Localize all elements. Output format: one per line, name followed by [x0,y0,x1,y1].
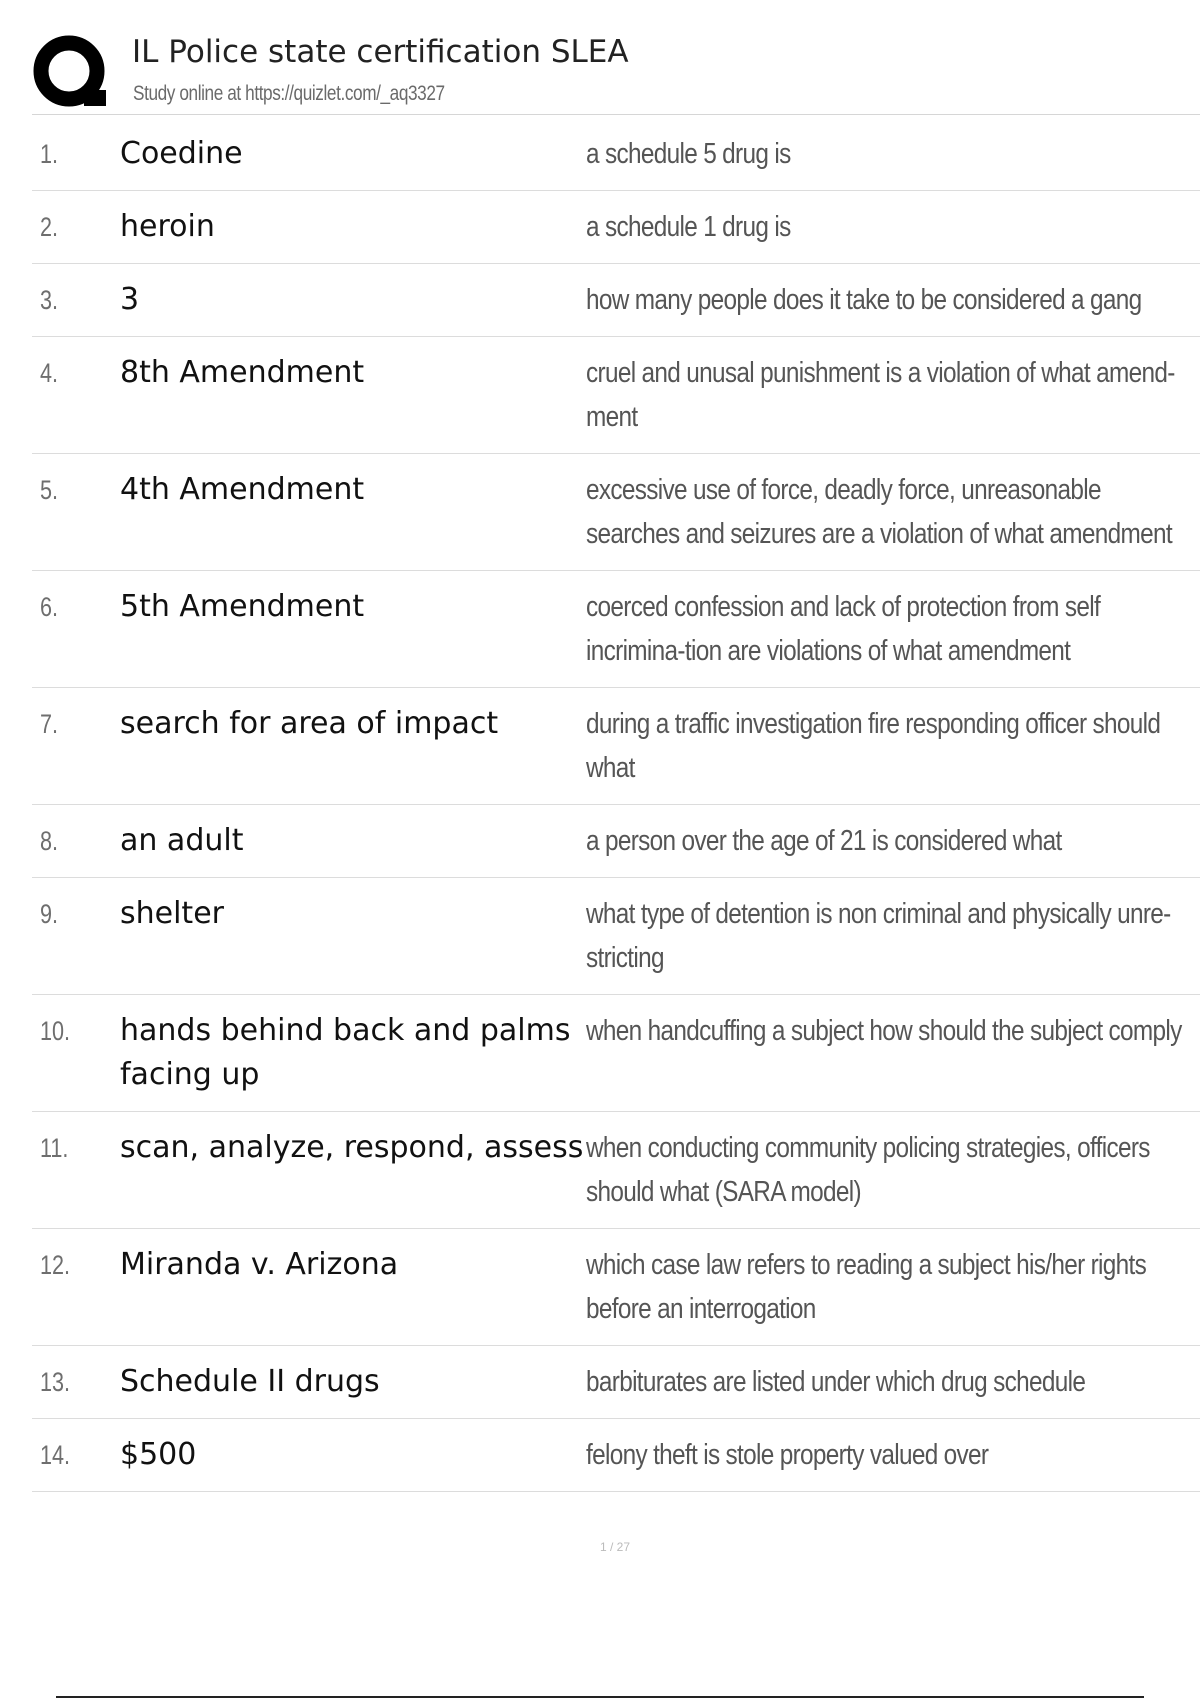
row-number: 6. [40,592,59,622]
table-row [32,571,1200,688]
term-text: $500 [120,1437,197,1472]
definition-cell [586,688,1200,804]
row-number: 4. [40,358,59,388]
definition-text: how many people does it take to be considered a gang [586,284,1142,316]
definition-cell [586,1419,1200,1491]
term-text: search for area of impact [120,706,499,741]
table-row [32,805,1200,878]
row-number: 2. [40,212,59,242]
definition-text: a person over the age of 21 is considered what [586,825,1062,857]
term-text: 4th Amendment [120,472,365,507]
row-number: 3. [40,285,59,315]
table-row [32,1346,1200,1419]
page-header [32,34,1200,115]
table-row [32,878,1200,995]
row-number: 12. [40,1250,71,1280]
definition-text: a schedule 5 drug is [586,138,791,170]
row-number: 9. [40,899,59,929]
definition-cell [586,264,1200,336]
definition-cell [586,878,1200,994]
footer-divider [56,1696,1144,1698]
definition-text: during a traffic investigation fire responding officer should what [586,708,1161,784]
term-text: Coedine [120,136,243,171]
table-row [32,264,1200,337]
table-row [32,337,1200,454]
definition-text: excessive use of force, deadly force, unreasonable searches and seizures are a violation of what amendment [586,474,1172,550]
table-row [32,995,1200,1112]
term-text: 8th Amendment [120,355,365,390]
row-number: 11. [40,1133,69,1163]
definition-text: when conducting community policing strategies, officers should what (SARA model) [586,1132,1150,1208]
term-text: scan, analyze, respond, assess [120,1130,584,1165]
table-row [32,454,1200,571]
row-number: 13. [40,1367,71,1397]
row-number: 5. [40,475,59,505]
definition-cell [586,1346,1200,1418]
definition-text: when handcuffing a subject how should the subject comply [586,1015,1182,1047]
table-row [32,1419,1200,1492]
page-title: IL Police state certification SLEA [132,34,629,70]
term-text: 3 [120,282,140,317]
definition-text: felony theft is stole property valued over [586,1439,989,1471]
definition-cell [586,454,1200,570]
term-text: Schedule II drugs [120,1364,380,1399]
row-number: 7. [40,709,59,739]
row-number: 10. [40,1016,71,1046]
definition-cell [586,995,1200,1111]
definition-cell [586,337,1200,453]
term-text: Miranda v. Arizona [120,1247,399,1282]
term-text: shelter [120,896,224,931]
table-row [32,118,1200,191]
study-online-link[interactable]: Study online at https://quizlet.com/_aq3327 [133,82,445,105]
definition-cell [586,571,1200,687]
term-text: an adult [120,823,244,858]
flashcard-table [32,118,1200,1492]
row-number: 1. [40,139,59,169]
table-row [32,1229,1200,1346]
definition-text: what type of detention is non criminal and physically unre-stricting [586,898,1171,974]
definition-cell [586,191,1200,263]
term-text: 5th Amendment [120,589,365,624]
term-text: heroin [120,209,215,244]
definition-cell [586,805,1200,877]
definition-cell [586,118,1200,190]
row-number: 8. [40,826,59,856]
definition-text: cruel and unusal punishment is a violation of what amend-ment [586,357,1175,433]
page-indicator: 1 / 27 [600,1540,631,1554]
table-row [32,191,1200,264]
definition-text: which case law refers to reading a subject his/her rights before an interrogation [586,1249,1147,1325]
table-row [32,688,1200,805]
definition-cell [586,1229,1200,1345]
definition-text: a schedule 1 drug is [586,211,791,243]
quizlet-q-logo-icon [32,34,110,112]
definition-text: barbiturates are listed under which drug schedule [586,1366,1086,1398]
definition-text: coerced confession and lack of protection from self incrimina-tion are violations of what amendment [586,591,1101,667]
definition-cell [586,1112,1200,1228]
row-number: 14. [40,1440,71,1470]
term-text: hands behind back and palms facing up [120,1013,571,1092]
table-row [32,1112,1200,1229]
